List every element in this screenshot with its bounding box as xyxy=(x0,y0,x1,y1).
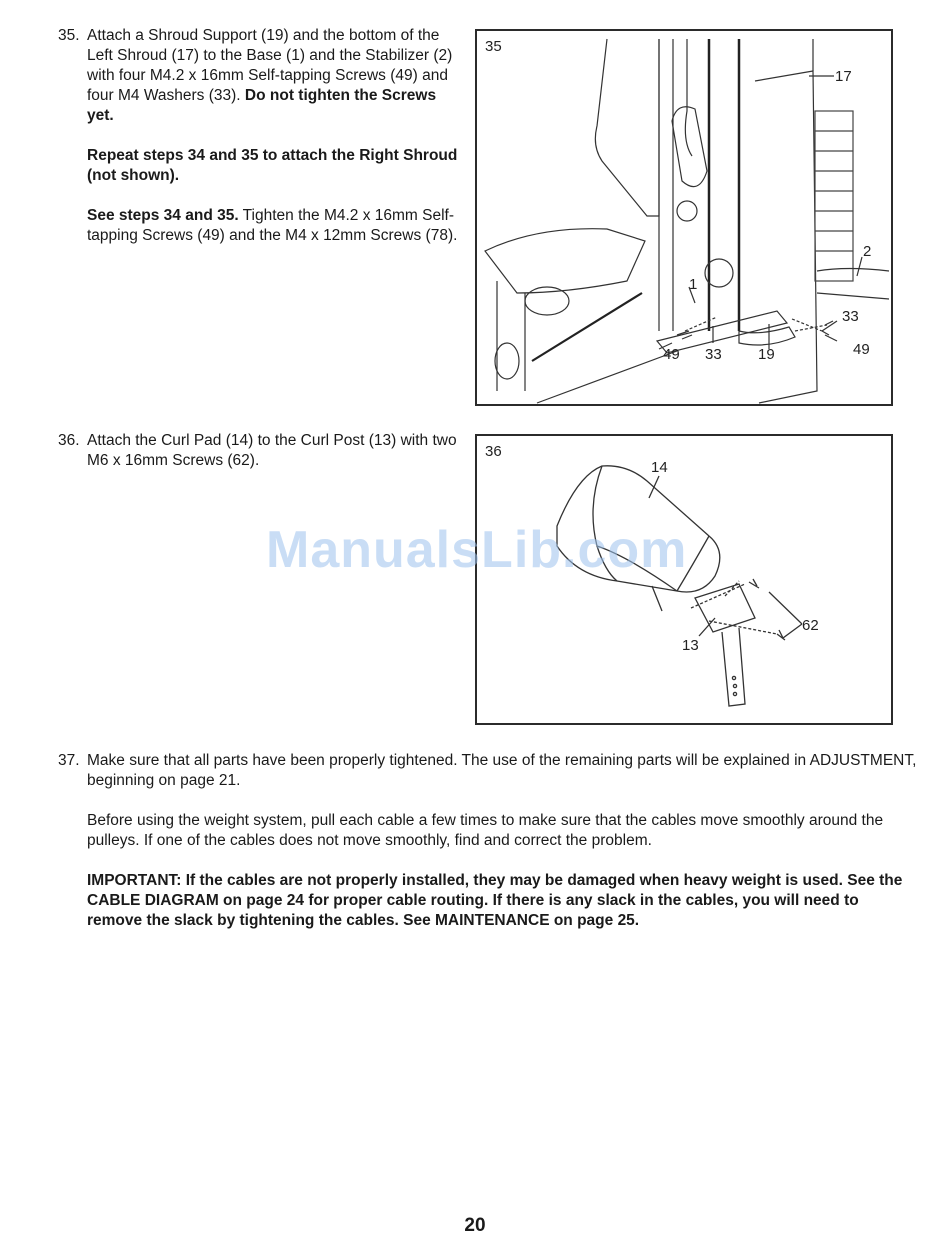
instruction-text: Before using the weight system, pull each cable a few times to make sure that the cables move smoothly around the pulleys. If one of the cables does not move smoothly, find and correct the problem. xyxy=(87,812,884,849)
callout-19: 19 xyxy=(758,346,775,363)
callout-33-left: 33 xyxy=(705,346,722,363)
step-paragraph xyxy=(87,206,459,246)
figure-step-label: 36 xyxy=(485,443,502,460)
instruction-text: Make sure that all parts have been properly tightened. The use of the remaining parts will be explained in ADJUSTMENT, beginning on page 21. xyxy=(87,752,917,789)
step-body xyxy=(87,26,459,266)
instruction-text: Attach the Curl Pad (14) to the Curl Post (13) with two M6 x 16mm Screws (62). xyxy=(87,432,457,469)
step-body xyxy=(87,431,459,491)
callout-14: 14 xyxy=(651,459,668,476)
important-notice: IMPORTANT: If the cables are not properly installed, they may be damaged when heavy weight is used. See the CABLE DIAGRAM on page 24 for proper cable routing. If there is any slack in the cables, you will need to remove the slack by tightening the cables. See MAINTENANCE on page 25. xyxy=(87,872,903,929)
instruction-text: Tighten the M4.2 x 16mm Self-tapping Screws (49) and the M4 x 12mm Screws (78). xyxy=(87,207,458,244)
step-body xyxy=(87,751,917,951)
callout-33-right: 33 xyxy=(842,308,859,325)
repeat-note: Repeat steps 34 and 35 to attach the Right Shroud (not shown). xyxy=(87,147,458,184)
callout-62: 62 xyxy=(802,617,819,634)
step-number: 37. xyxy=(58,752,80,769)
assembly-illustration xyxy=(477,31,891,404)
callout-49-left: 49 xyxy=(663,346,680,363)
instruction-text: Attach a Shroud Support (19) and the bottom of the Left Shroud (17) to the Base (1) and the Stabilizer (2) with four M4.2 x 16mm Self-tapping Screws (49) and four M4 Washers (33). xyxy=(87,27,453,104)
curl-pad-illustration xyxy=(477,436,891,723)
reference-text: See steps 34 and 35. xyxy=(87,207,239,224)
callout-49-right: 49 xyxy=(853,341,870,358)
callout-13: 13 xyxy=(682,637,699,654)
watermark: ManualsLib.com xyxy=(266,521,688,579)
figure-step-36 xyxy=(475,434,893,725)
figure-step-35 xyxy=(475,29,893,406)
callout-1: 1 xyxy=(689,276,698,293)
step-number: 35. xyxy=(58,27,80,44)
page-number: 20 xyxy=(464,1215,486,1236)
caution-text: Do not tighten the Screws yet. xyxy=(87,87,437,124)
callout-17: 17 xyxy=(835,68,852,85)
step-number: 36. xyxy=(58,432,80,449)
figure-step-label: 35 xyxy=(485,38,502,55)
step-paragraph xyxy=(87,26,459,126)
callout-2: 2 xyxy=(863,243,872,260)
